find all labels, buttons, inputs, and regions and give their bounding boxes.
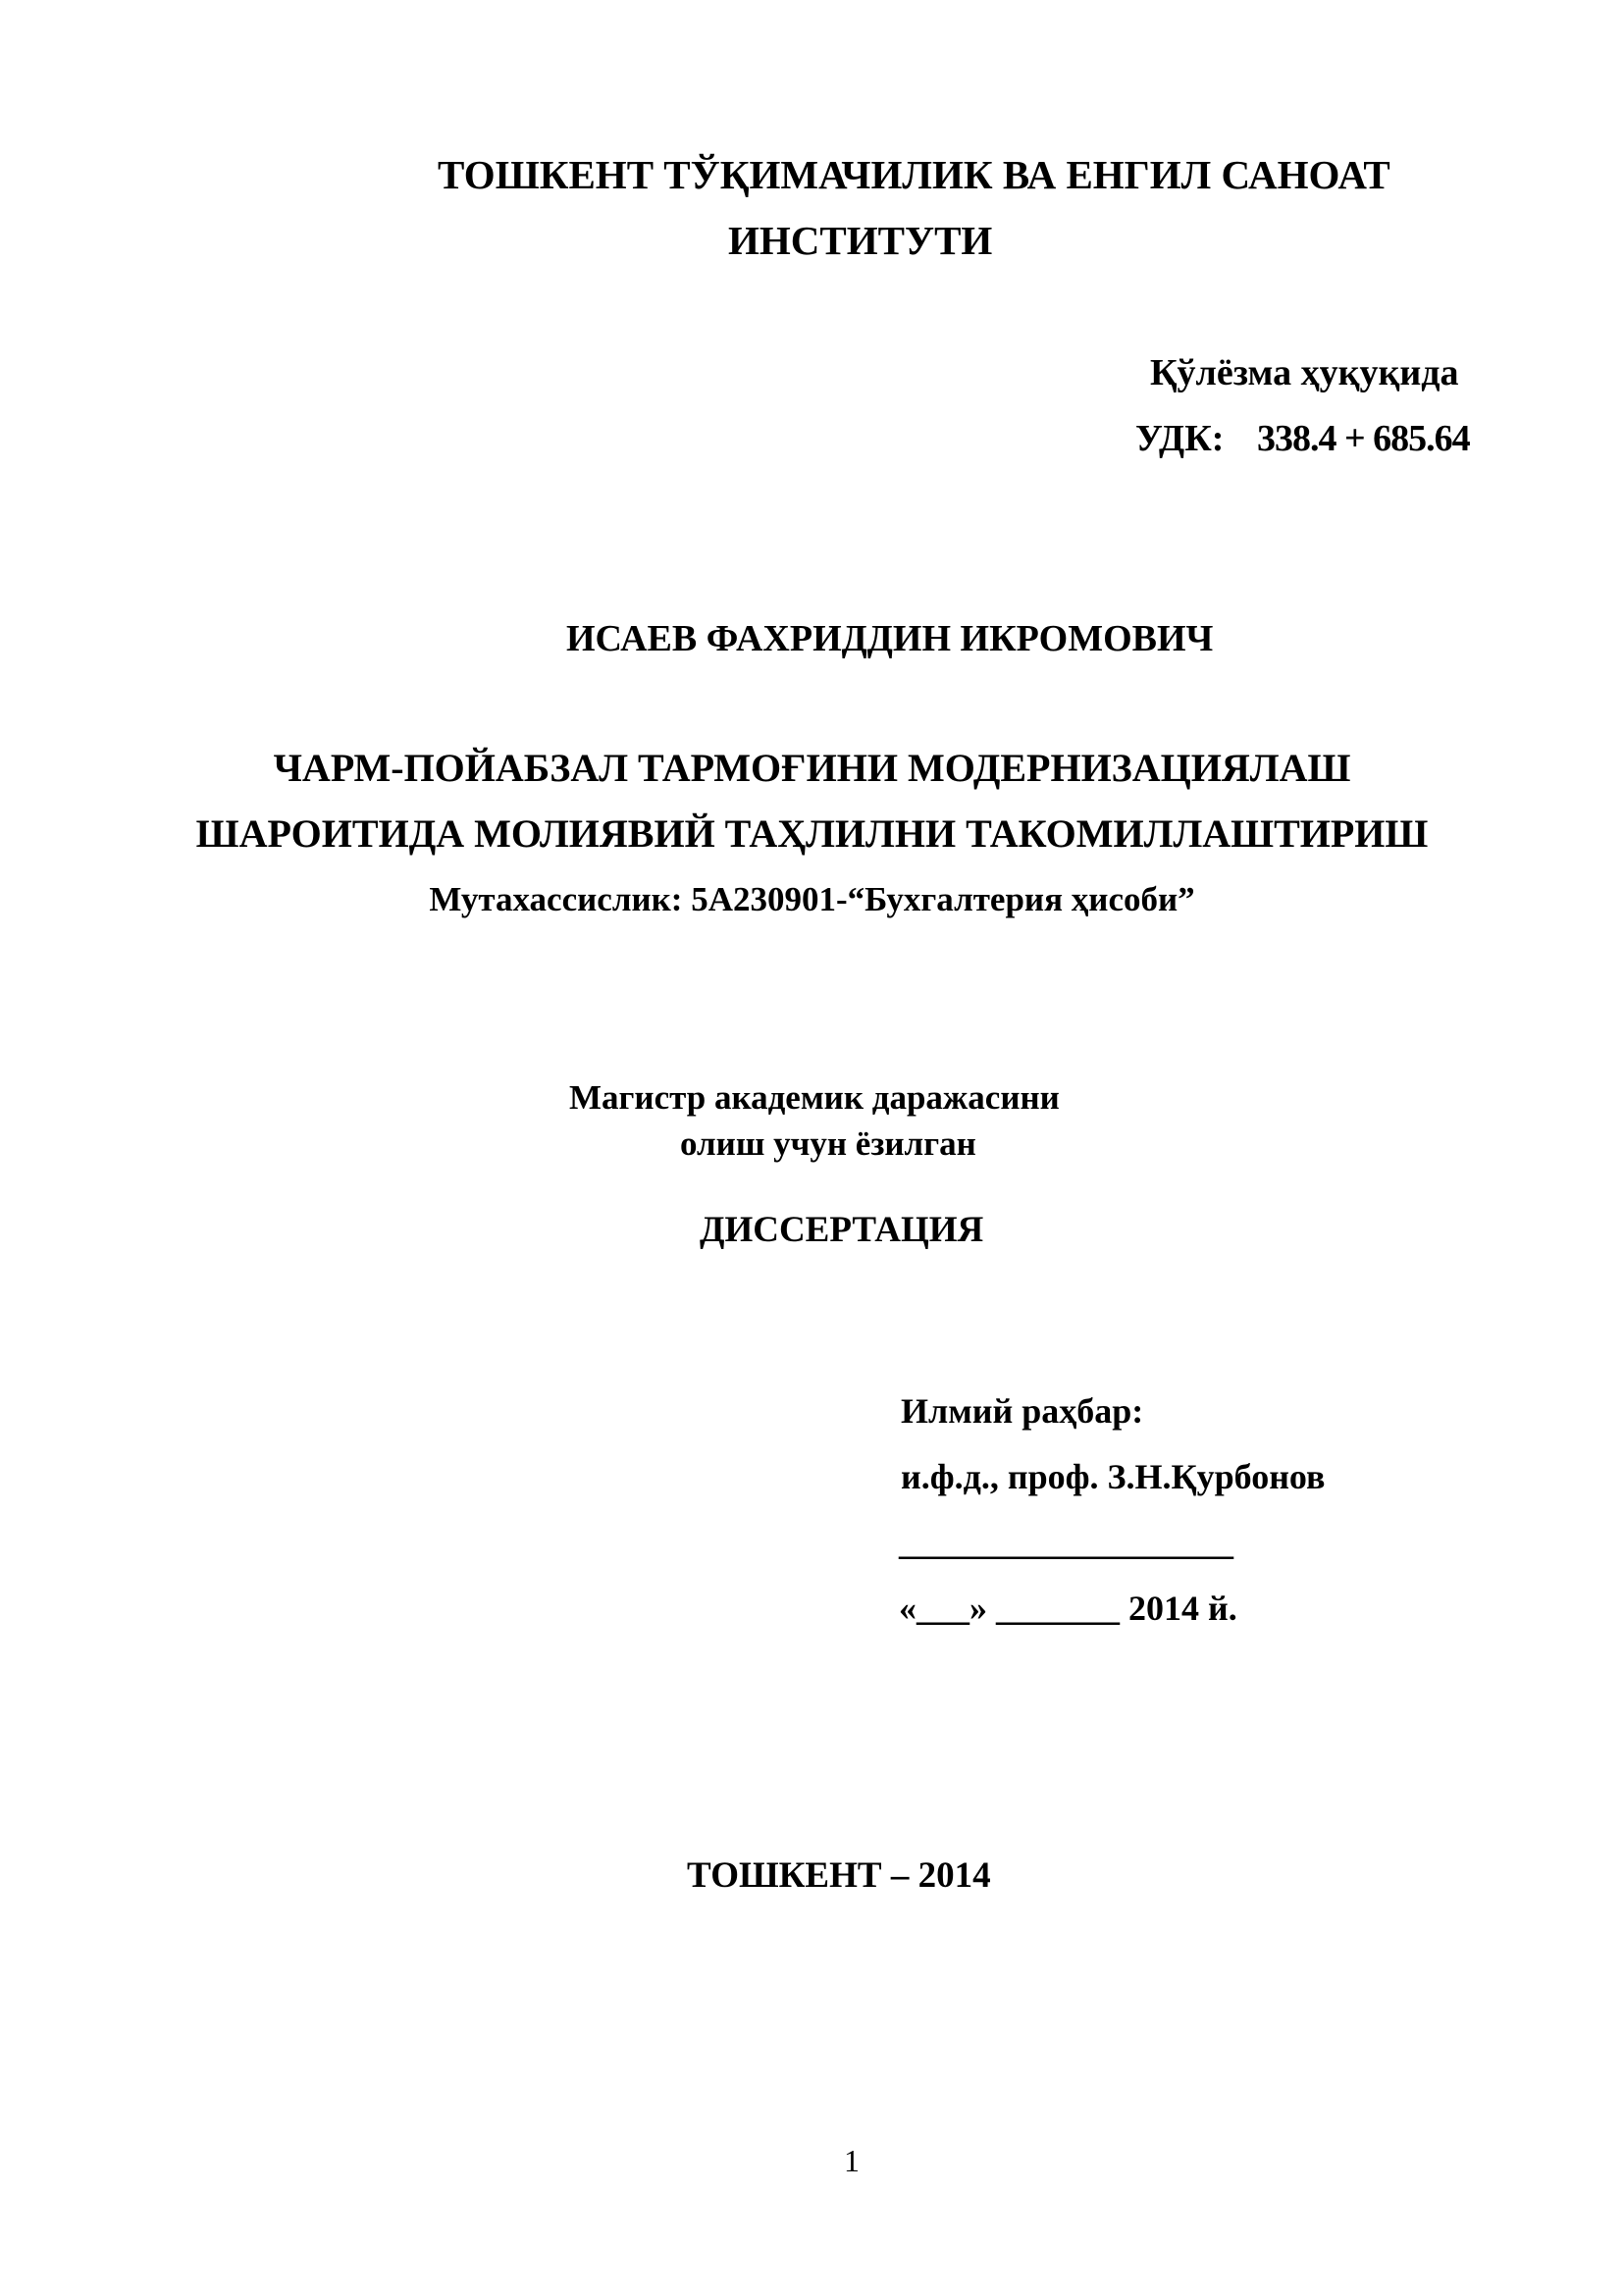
institute-name-line1: ТОШКЕНТ ТЎҚИМАЧИЛИК ВА ЕНГИЛ САНОАТ [438,152,1390,197]
supervisor-name: и.ф.д., проф. З.Н.Қурбонов [901,1457,1326,1496]
thesis-title-line2: ШАРОИТИДА МОЛИЯВИЙ ТАҲЛИЛНИ ТАКОМИЛЛАШТИРИШ [195,811,1429,856]
udk-label: УДК: [1135,418,1225,459]
manuscript-rights: Қўлёзма ҳуқуқида [1150,352,1459,393]
signature-line: ____________________ [899,1523,1232,1562]
city-year: ТОШКЕНТ – 2014 [687,1855,991,1896]
supervisor-label: Илмий раҳбар: [901,1391,1144,1431]
author-name: ИСАЕВ ФАХРИДДИН ИКРОМОВИЧ [566,618,1214,659]
signature-date-line: «___» _______ 2014 й. [899,1589,1237,1628]
specialty: Мутахассислик: 5А230901-“Бухгалтерия ҳисоби” [429,880,1195,918]
institute-name-line2: ИНСТИТУТИ [728,218,993,263]
udk-value: 338.4 + 685.64 [1257,418,1470,459]
document-type: ДИССЕРТАЦИЯ [700,1210,984,1250]
page-number: 1 [844,2143,860,2178]
degree-line2: олиш учун ёзилган [680,1124,976,1163]
degree-line1: Магистр академик даражасини [569,1078,1060,1117]
thesis-title-line1: ЧАРМ-ПОЙАБЗАЛ ТАРМОҒИНИ МОДЕРНИЗАЦИЯЛАШ [273,746,1351,790]
